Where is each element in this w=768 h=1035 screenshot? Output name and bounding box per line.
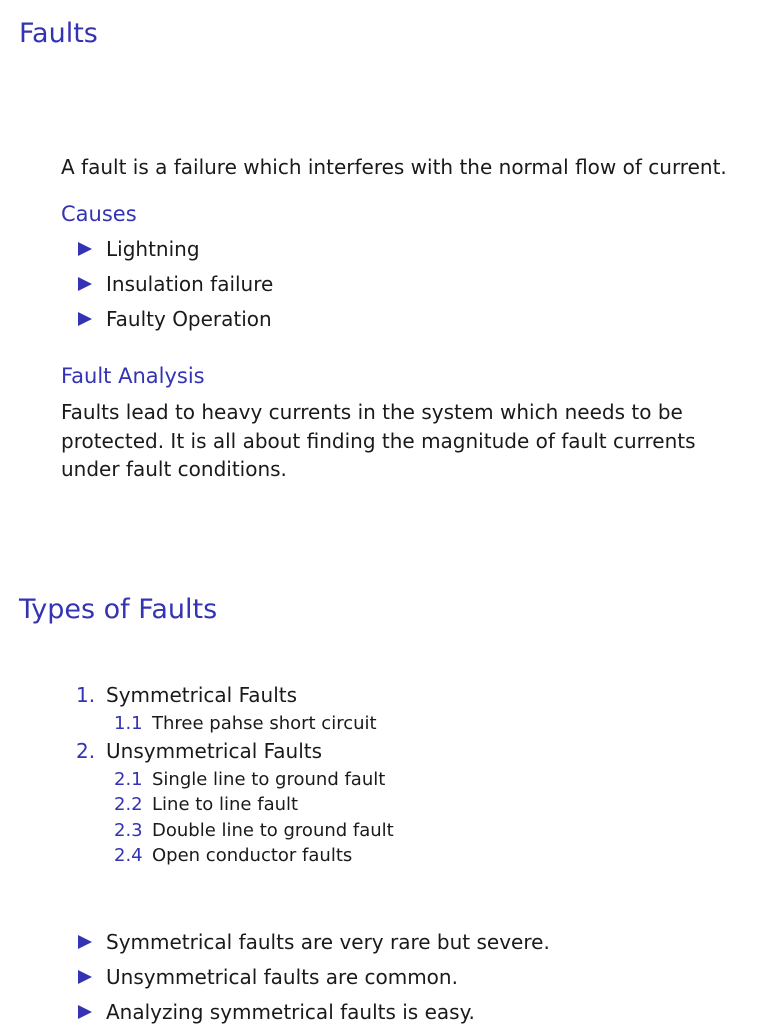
item-label: Open conductor faults — [152, 845, 353, 866]
item-label: Single line to ground fault — [152, 768, 386, 790]
note-label: Symmetrical faults are very rare but severe. — [106, 930, 550, 954]
triangle-bullet-icon — [78, 242, 92, 256]
triangle-bullet-icon — [78, 277, 92, 291]
item-number: 2.1 — [114, 768, 143, 790]
fault-analysis-text: Faults lead to heavy currents in the system which needs to be protected. It is all about finding the magnitude of fault currents under fault conditions. — [61, 400, 696, 481]
item-number: 2.2 — [114, 794, 143, 815]
slide-types-of-faults — [0, 575, 768, 1024]
item-label: Line to line fault — [152, 794, 299, 815]
cause-label: Insulation failure — [106, 272, 274, 296]
fault-analysis-heading: Fault Analysis — [61, 364, 205, 388]
slide-title: Faults — [19, 18, 98, 49]
slide-title: Types of Faults — [19, 594, 218, 625]
item-label: Symmetrical Faults — [106, 683, 298, 707]
note-label: Unsymmetrical faults are common. — [106, 965, 458, 989]
item-label: Three pahse short circuit — [152, 713, 377, 734]
triangle-bullet-icon — [78, 312, 92, 326]
triangle-bullet-icon — [78, 970, 92, 984]
item-number: 1.1 — [114, 713, 143, 734]
note-label: Analyzing symmetrical faults is easy. — [106, 1000, 475, 1024]
causes-heading: Causes — [61, 202, 137, 226]
item-number: 2.4 — [114, 845, 143, 866]
cause-label: Lightning — [106, 237, 200, 261]
item-number: 2.3 — [114, 819, 143, 841]
item-number: 1. — [76, 683, 96, 707]
triangle-bullet-icon — [78, 1005, 92, 1019]
triangle-bullet-icon — [78, 935, 92, 949]
item-label: Double line to ground fault — [152, 819, 394, 841]
item-number: 2. — [76, 738, 96, 763]
fault-definition: A fault is a failure which interferes with the normal flow of current. — [61, 155, 727, 179]
item-label: Unsymmetrical Faults — [106, 738, 323, 763]
cause-label: Faulty Operation — [106, 307, 272, 331]
